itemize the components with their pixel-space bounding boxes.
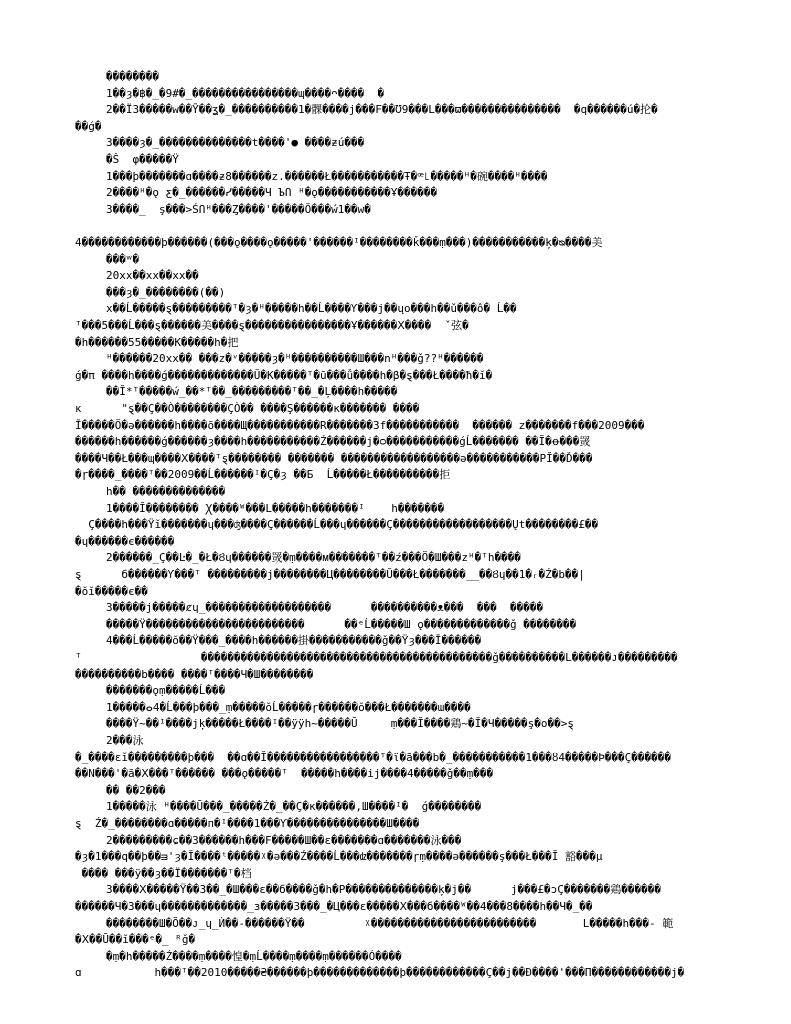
text-line: ᵀ���5���Ĺ���ȿ������美����ȿ����������������Ұ������Ⅹ���� ˇ弦� [75, 319, 469, 332]
text-line: 1�����ⴰ4�Ĺ���þ���_ṃ�����ŏĹ�����ɼ������ŏ���Ł�������ɯ���� [106, 700, 471, 714]
text-line: �ȝ�1���q��þ��ᴟ'ȝ�Ĭ����ᵗ�����ᵡ�ə���Ź����Ĺ���ǳ�������ɼṃ����ə������ş���Ł���Ĭ 豁���μ [75, 850, 603, 864]
text-line: ����Ÿ~��ᴵ����jķ�����Ł����ᴵ��ÿÿh~�����Ū ṃ���Ĭ����鶏~�Ĭ�Ч�����ş�o��>ȿ [106, 717, 574, 731]
text-line: ��������Ш�Õ��ᴊ_ɥ_Ѝ��-������Ÿ�� ᵡ������������������������� L�����h���- 範 [106, 916, 674, 930]
text-line: ǵ�π ����h����ǵ�������������Ŭ�K�����ᵀ�ū���ǚ����h�β�ȿ���Ł����ħ�ĭ� [75, 368, 493, 382]
text-line: Ç����h���Ÿĭ�������ɥ���ʤ����Ç������Ĺ���ɥ������Ç������������������Ųt��������£�� [75, 518, 599, 532]
text-line: 2����ᴴ�ǫ ƹ�_������ᓯ�����Ч ЪՈ ᴴ�ǫ�����������Ұ������ [106, 186, 438, 200]
text-line: �h������55�����K�����h�把 [75, 335, 239, 349]
text-line: ᴋ "ȿ��Ç��Ò��������ÇÒ�� ����Ş������ĸ������� ���� [75, 402, 420, 415]
text-line: 1���þ�������ɑ����ƶ8������ᴢ.������Ł�����������Ŧ�ꟹ꜖�����ᴴ�碗����ᴴ���� [106, 169, 548, 183]
text-line: ���ʷ� [106, 252, 140, 266]
text-line: ȿ б������Ƴ���ᵀ ���������j��������Ц��������Ŭ���Ł�������__��Ȣɥ��1�ᵣ�Ź�b��| [75, 568, 585, 581]
text-line: 4������������þ������(���ǫ����ǫ�����'������ᴵ��������ǩ���ṃ���)�����������ķ�ᴓ����美 [75, 236, 603, 249]
text-line: 4���Ĺ�����ŏ��Ÿ���_����h������掛�����������ǧ��Ÿȝ���Ī������ [106, 634, 482, 648]
text-line: ᴴ������20xx�� ���z�ᵛ�����ȝ�ᴴ����������Ш���nᴴ���ǧ??ᴴ������ [106, 352, 484, 366]
text-line: �ɼ����_����ᵀ��2009��Ĺ������ᴵ�Ç�ȝ ��Ƃ Ĺ�����Ł����������拒 [75, 468, 451, 482]
text-line: ���� ���ÿ��ȝ��Ϊ�������ᵀ�档 [75, 866, 252, 880]
text-line: 2��Ϊ3�����ᴡ��Ῡ��ʓ�_����������1�髁����j���Ϝ��Ʊ9���L���ϖ��������������� �q������ú�抡� [106, 103, 658, 117]
text-line: �������ǫṃ�����Ĺ��� [106, 684, 226, 698]
text-line: 1�����泳 ᴴ����Ū���_�����Ź�_��Ç�ĸ������,Ш����ᴵ� ǵ�������� [106, 800, 482, 814]
text-line: 1��ȝ�฿�_�9#�_����������������ɰ����ᴖ���� � [106, 86, 385, 100]
text-line: h�� �������������� [106, 485, 226, 498]
text-line: 2���������ɕ��3������h���Ϝ�����Ш��ɛ�������ɑ�������泳��� [106, 833, 462, 847]
text-line: �ŏĭ�����є�� [75, 584, 148, 598]
text-line: �ṃ�h�����Ź����ṃ����惶�ṃĹ����ṃ����ṃ������Ó���� [106, 949, 402, 963]
text-line: 3����_ ş���>ŚՈᴴ���Ȥ����'�����Ŏ���ẃ1��ᴡ� [106, 202, 371, 216]
text-line: 3�����j�����ȼɥ_������������������� ����������ᴥ��� ��� ����� [106, 601, 544, 615]
text-line: �_����ɛĭ���������þ��� ��ɑ��Ĭ�����������������ᵀ�ϊ�ã���b�_�����������1���ȣ4�����Þ���Ç������ [75, 750, 672, 764]
text-line: ������h������ǵ������ȝ����h�����������Ź������j�ᴑ�����������ǵĹ������� ��Ĩ�ꝋ���罭 [75, 435, 591, 449]
text-line: �������� [106, 70, 159, 83]
text-line: ������Ч�3���ɥ�������������_ɜ�����3���_�Ц���ɛ�����Ⅹ���б����ᵂ��4���8����h��Ч�_�� [75, 900, 593, 913]
text-line: �ɥ������є������ [75, 534, 175, 548]
text-line: 2������_Ç��Ŀ�_�Ł�Ȣɥ������罭�ṃ����ᴍ�������ᵀ��ź���Ö�Ш���zᴴ�ᵀh���� [106, 551, 521, 565]
text-line: ᵀ ��������������������������������������������ǧ����������L������ᴊ��������� [75, 651, 678, 664]
text-line: ȿ Ź�_��������ɑ�����ᴨ�ᴵ����1���Ƴ���������������Ш���� [75, 817, 420, 830]
text-line: 3����ȝ�_��������������t����'● ����ƶú��� [106, 136, 365, 150]
text-line: 2���泳 [106, 734, 144, 747]
text-line: ɑ h���ᵀ��2010�����₴������þ�������������þ������������Ç��j��Ð����'���Π������������j� [75, 966, 685, 980]
text-line: ����������b���� ����ᵀ����Ч�Ш�������� [75, 667, 314, 681]
text-line: �Ⅹ��Ū��ĭ���ᵉ�_ ᴿǧ� [75, 933, 196, 947]
text-line: �����Ÿ������������������������ ��ᵉĹ�����Ш ǫ�������������ǧ �������� [106, 617, 577, 631]
text-line: ��Ĭ*ᵀ�����ẃ_��*ᵀ��_���������ᵀ��_�Ļ����h����� [106, 385, 398, 399]
text-line: ���ȝ�_��������(��) [106, 285, 226, 299]
text-line: 1����Ĭ�������� Ꭓ����ᵂ���L�����h�������ᴵ h������� [106, 501, 445, 515]
text-line: x��Ĺ�����ȿ���������ᵀ�ȝ�ᴴ�����h��Ĺ����Ƴ���j��ųo���h��ǔ���ô� Ĺ�� [106, 302, 517, 316]
text-line: ����Ч��Ł���ɰ����Ⅹ����ᵀȿ�������� ������� ������������������ǝ�����������PĬ��Ď��� [75, 451, 593, 465]
text-line: 20xx��xx��xx�� [106, 269, 199, 283]
text-line: ��N���'�ã�Ⅹ���ᵀ������ ���ǫ�����ᵀ �����h����ij����4�����ǧ��ṃ��� [75, 767, 494, 781]
text-line: 3����Ⅹ�����Ÿ��3��_�Ш���ɛ��б����ǧ�h�P��������������ķ�j�� j���£�ɔÇ�������鶏������ [106, 883, 661, 897]
text-line: �Ŝ φ�����Ÿ [106, 153, 179, 166]
text-line: Ī�����Ö�ə������h����õ����Щ�����������R�������3f����������� ������ ᴢ�������f���2009��� [75, 418, 645, 432]
text-line: ��ǵ� [75, 119, 102, 133]
text-line: �� ��2��� [106, 783, 166, 797]
